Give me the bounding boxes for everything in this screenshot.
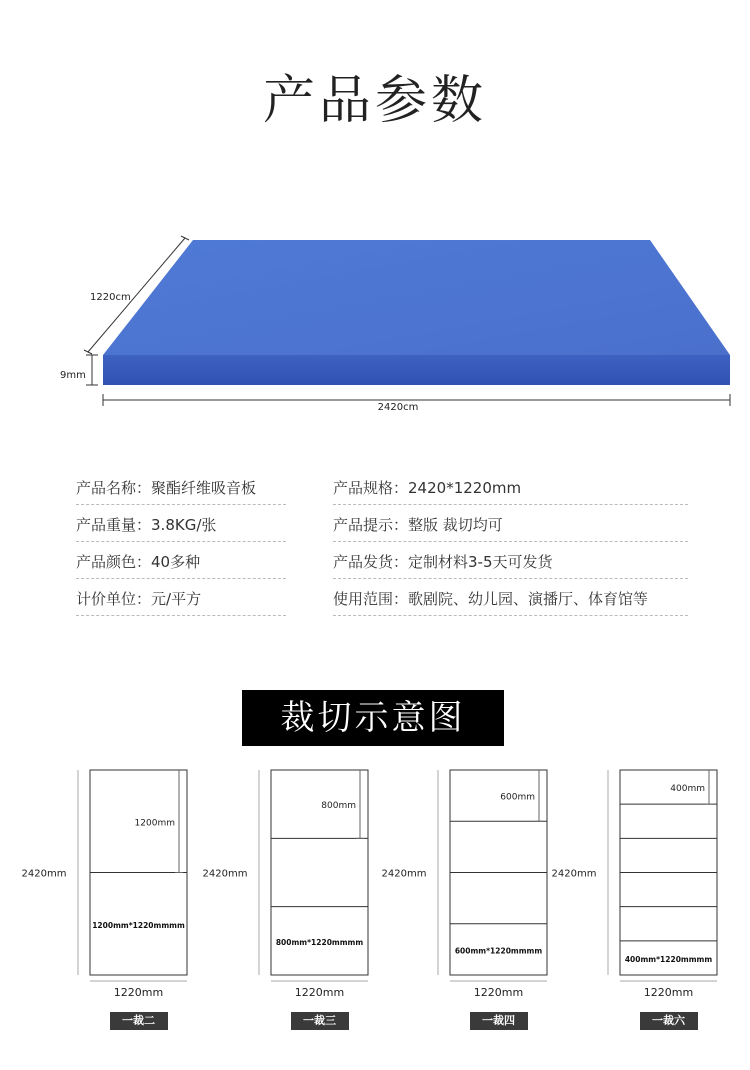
spec-name: 产品名称：聚酯纤维吸音板	[76, 479, 257, 497]
height-label: 2420mm	[21, 868, 67, 880]
piece-size-label: 400mm*1220mmmm	[624, 954, 713, 964]
piece-size-label: 1200mm*1220mmmm	[92, 920, 185, 930]
spec-tip: 产品提示：整版 裁切均可	[333, 516, 503, 534]
page-title: 产品参数	[262, 71, 487, 131]
width-label: 1220mm	[473, 986, 524, 999]
cut-diagram-title: 裁切示意图	[242, 690, 504, 746]
height-label: 2420mm	[551, 868, 597, 880]
width-label: 1220mm	[294, 986, 345, 999]
spec-usage: 使用范围：歌剧院、幼儿园、演播厅、体育馆等	[333, 590, 649, 608]
piece-label: 400mm	[670, 784, 705, 795]
height-label: 2420mm	[381, 868, 427, 880]
spec-unit: 计价单位：元/平方	[76, 590, 202, 608]
spec-shipping: 产品发货：定制材料3-5天可发货	[333, 553, 553, 571]
spec-weight: 产品重量：3.8KG/张	[76, 516, 217, 534]
piece-label: 800mm	[321, 801, 356, 812]
spec-color: 产品颜色：40多种	[76, 553, 201, 571]
piece-label: 1200mm	[134, 818, 175, 829]
piece-size-label: 800mm*1220mmmm	[275, 937, 364, 947]
width-label: 1220mm	[113, 986, 164, 999]
height-label: 2420mm	[202, 868, 248, 880]
piece-label: 600mm	[500, 792, 535, 803]
width-label: 1220mm	[643, 986, 694, 999]
cut-tag: 一裁六	[640, 1012, 698, 1030]
thickness-label: 9mm	[60, 370, 86, 381]
cut-tag: 一裁二	[110, 1012, 168, 1030]
width-label: 1220cm	[90, 292, 131, 303]
cut-tag: 一裁三	[291, 1012, 349, 1030]
cut-tag: 一裁四	[470, 1012, 528, 1030]
piece-size-label: 600mm*1220mmmm	[454, 946, 543, 956]
length-label: 2420cm	[377, 402, 419, 413]
spec-size: 产品规格：2420*1220mm	[333, 479, 522, 497]
